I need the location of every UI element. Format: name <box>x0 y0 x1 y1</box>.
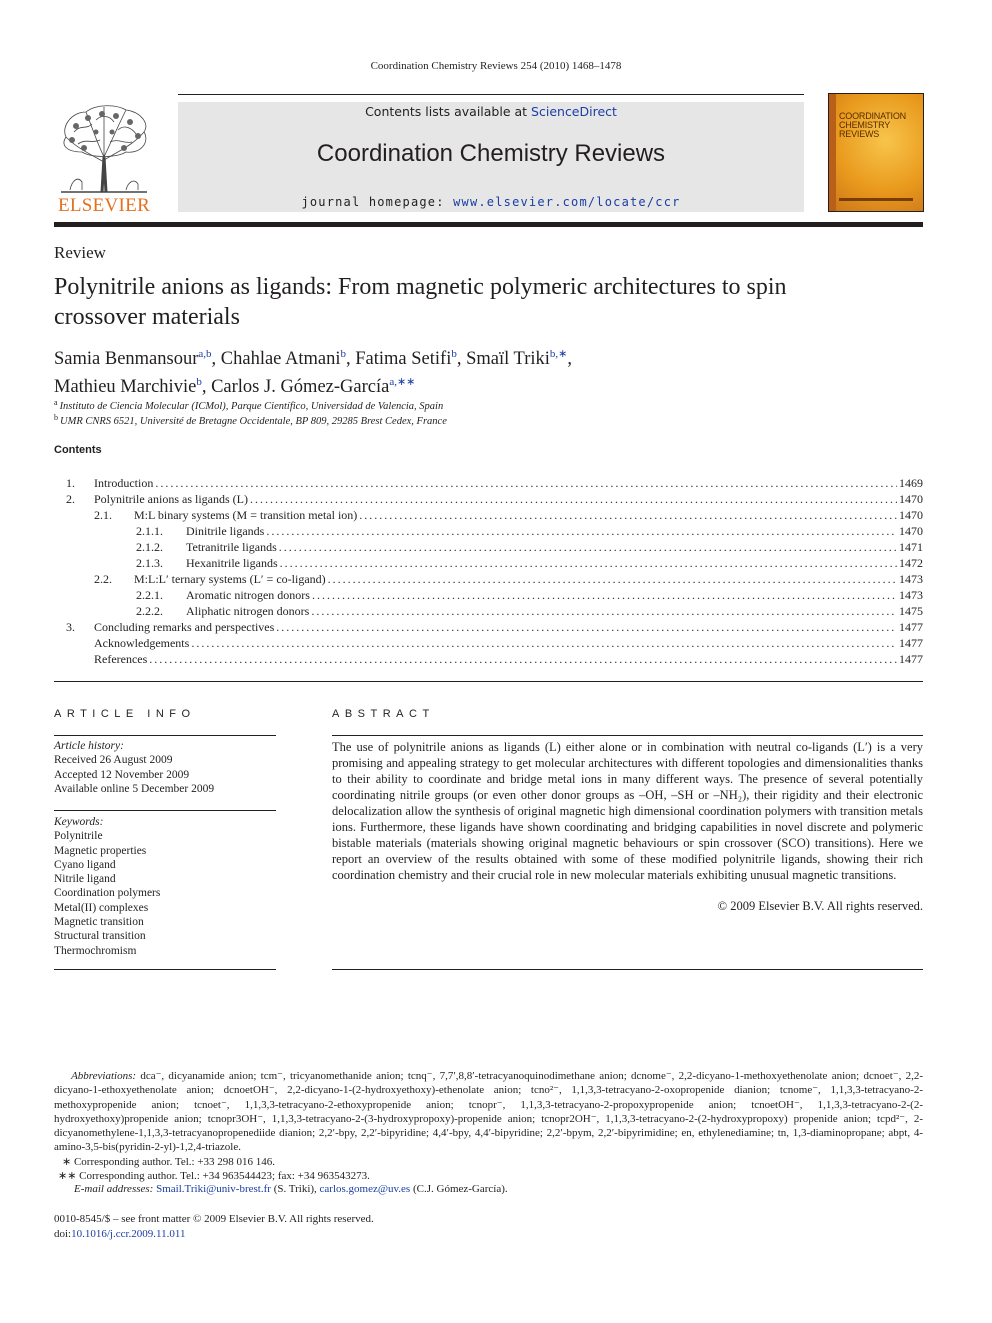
affiliation-mark: b <box>54 413 58 422</box>
abbreviations-label: Abbreviations: <box>71 1070 137 1082</box>
toc-entry-number: 2.1.2. <box>136 540 163 554</box>
affiliation-mark: a <box>54 398 58 407</box>
toc-leader-dots <box>328 572 897 586</box>
toc-entry-number: 2.2.2. <box>136 604 163 618</box>
affiliation-text: Instituto de Ciencia Molecular (ICMol), Parque Científico, Universidad de Valencia, Spain <box>59 401 444 412</box>
author[interactable] <box>466 349 567 369</box>
toc-entry-label: Introduction <box>94 476 154 490</box>
toc-entry-page: 1477 <box>899 652 923 666</box>
keywords-label: Keywords: <box>54 816 104 828</box>
sciencedirect-link[interactable]: ScienceDirect <box>531 104 617 119</box>
toc-entry-label: M:L binary systems (M = transition metal ion) <box>134 508 358 522</box>
toc-entry-label: Acknowledgements <box>94 636 190 650</box>
toc-leader-dots <box>276 620 897 634</box>
homepage-label: journal homepage: <box>301 195 454 209</box>
toc-leader-dots <box>280 556 897 570</box>
toc-entry-page: 1472 <box>899 556 923 570</box>
keyword: Polynitrile <box>54 830 103 843</box>
author-affiliation-mark[interactable]: b <box>451 348 457 360</box>
toc-entry[interactable] <box>54 604 923 620</box>
toc-entry-page: 1470 <box>899 508 923 522</box>
author[interactable] <box>211 377 415 397</box>
toc-entry-label: Hexanitrile ligands <box>186 556 278 570</box>
toc-leader-dots <box>359 508 897 522</box>
keyword: Thermochromism <box>54 944 137 957</box>
email-addresses <box>74 1183 508 1195</box>
abbreviations-text: dca⁻, dicyanamide anion; tcm⁻, tricyanomethanide anion; tcnq⁻, 7,7′,8,8′-tetracyanoquinodimethane anion; dcnome⁻, 2,2-dicyano-1-methoxyethenolate anion; dcnoet⁻, 2,2-dicyano-1-ethoxyethenolate anion; dcnoetOH⁻, 2,2-dicyano-1-(2-hydroxyethoxy)-ethenolate anion; tcno²⁻, 1,1,3,3-tetracyano-2-oxopropenide dianion; tcnome⁻, 1,1,3,3-tetracyano-2-methoxypropenide anion; tcnoet⁻, 1,1,3,3-tetracyano-2-ethoxypropenide anion; tcnopr⁻, 1,1,3,3-tetracyano-2-propoxypropenide anion; tcnoetOH⁻, 1,1,3,3-tetracyano-2-(2-hydroxyethoxy)propenide anion; tcnopr3OH⁻, 1,1,3,3-tetracyano-2-(3-hydroxypropoxy)-propenide anion; tcnopr2OH⁻, 1,1,3,3-tetracyano-2-(2-hydroxypropoxy) propenide anion; tcpd²⁻, 2-dicyanomethylene-1,1,3,3-tetracyanopropenediide dianion; 2,2′-bpy, 2,2′-bipyridine; 4,4′-bpy, 4,4′-bipyridine; 2,2′-bpym, 2,2′-bipyrimidine; en, ethylenediamine; tn, 1,3-diaminopropane; abpt, 4-amino-3,5-bis(pyridin-2-yl)-1,2,4-triazole. <box>54 1070 924 1154</box>
elsevier-logo[interactable] <box>54 102 154 214</box>
elsevier-tree-icon <box>56 102 152 194</box>
journal-homepage-link[interactable]: www.elsevier.com/locate/ccr <box>453 195 681 209</box>
toc-entry-label: Polynitrile anions as ligands (L) <box>94 492 248 506</box>
author-separator: , <box>567 349 572 369</box>
author-affiliation-mark[interactable]: a,∗∗ <box>389 376 416 388</box>
author-name: Carlos J. Gómez-García <box>211 377 390 397</box>
email-label: E-mail addresses: <box>74 1183 154 1195</box>
history-online: Available online 5 December 2009 <box>54 782 215 795</box>
toc-entry-number: 2.1.3. <box>136 556 163 570</box>
toc-entry-page: 1470 <box>899 492 923 506</box>
author-name: Smaïl Triki <box>466 349 550 369</box>
keyword: Metal(II) complexes <box>54 901 149 914</box>
cover-band <box>829 94 836 212</box>
author-name: Chahlae Atmani <box>220 349 341 369</box>
history-rule <box>54 810 276 811</box>
author[interactable] <box>54 349 212 369</box>
author-name: Fatima Setifi <box>355 349 452 369</box>
toc-entry-label: M:L:L′ ternary systems (L′ = co-ligand) <box>134 572 326 586</box>
author-affiliation-mark[interactable]: b,∗ <box>549 348 568 360</box>
author-separator: , <box>346 349 356 369</box>
keyword: Cyano ligand <box>54 858 116 871</box>
toc-entry-page: 1473 <box>899 572 923 586</box>
article-info-rule <box>54 735 276 736</box>
toc-entry-label: References <box>94 652 148 666</box>
toc-leader-dots <box>191 636 897 650</box>
keyword: Magnetic properties <box>54 844 147 857</box>
abbreviations-footnote <box>54 1069 923 1155</box>
contents-heading: Contents <box>54 444 102 456</box>
author[interactable] <box>54 377 202 397</box>
toc-entry[interactable] <box>54 492 923 508</box>
email-owner: (S. Triki), <box>270 1183 320 1195</box>
toc-entry[interactable] <box>54 588 923 604</box>
toc-entry-number: 2.2. <box>94 572 112 586</box>
abstract-text: The use of polynitrile anions as ligands (L) either alone or in combination with neutral co-ligands (L′) is a very promising and appealing strategy to get molecular architectures with different topologies and dimensionalities thanks to their ability to coordinate and bridge metal ions in many different ways. The presence of several potentially coordinating nitrile groups (or even other donor groups as –OH, –SH or –NH₂), their rigidity and their electronic delocalization allow the synthesis of original magnetic high dimensional coordination polymers with transition metals ions. Furthermore, these ligands have shown coordinating and bridging capabilities in novel discrete and polymeric bistable materials (materials showing original magnetic behaviours or spin crossover (SCO) transitions). Here we report an overview of the results obtained with some of these modified polynitrile ligands, showing their rich coordination chemistry and their crucial role in new molecular materials exhibiting unusual magnetic transitions. <box>332 740 923 882</box>
journal-homepage <box>178 195 804 209</box>
keywords-rule <box>54 969 276 970</box>
toc-entry-number: 2.1.1. <box>136 524 163 538</box>
keyword: Nitrile ligand <box>54 873 116 886</box>
abstract-heading: ABSTRACT <box>332 708 435 720</box>
toc-entry-number: 1. <box>66 476 75 490</box>
toc-entry-number: 2.2.1. <box>136 588 163 602</box>
author-separator: , <box>456 349 467 369</box>
author-separator: , <box>201 377 212 397</box>
toc-entry[interactable] <box>54 556 923 572</box>
toc-entry-page: 1475 <box>899 604 923 618</box>
toc-entry-page: 1473 <box>899 588 923 602</box>
affiliation-a <box>54 398 443 412</box>
front-matter <box>54 1212 374 1242</box>
toc-entry[interactable] <box>54 652 923 668</box>
abstract-copyright: © 2009 Elsevier B.V. All rights reserved. <box>717 899 923 913</box>
toc-leader-dots <box>250 492 897 506</box>
article-history-label: Article history: <box>54 740 124 752</box>
header-divider <box>54 222 923 227</box>
toc-entry-page: 1477 <box>899 636 923 650</box>
toc-entry-page: 1469 <box>899 476 923 490</box>
toc-leader-dots <box>155 476 897 490</box>
article-info-heading: ARTICLE INFO <box>54 708 196 720</box>
issn-line: 0010-8545/$ – see front matter © 2009 Elsevier B.V. All rights reserved. <box>54 1213 374 1225</box>
email-link-triki[interactable]: Smail.Triki@univ-brest.fr <box>156 1183 271 1195</box>
toc-entry[interactable] <box>54 476 923 492</box>
toc-entry[interactable] <box>54 572 923 588</box>
toc-leader-dots <box>312 588 897 602</box>
keywords <box>54 815 276 958</box>
keyword: Structural transition <box>54 930 146 943</box>
email-link-gomez[interactable]: carlos.gomez@uv.es <box>319 1183 411 1195</box>
running-head: Coordination Chemistry Reviews 254 (2010) 1468–1478 <box>370 60 622 72</box>
abstract-rule-bottom <box>332 969 923 970</box>
article-history <box>54 739 276 796</box>
author-name: Mathieu Marchivie <box>54 377 197 397</box>
toc-entry-page: 1470 <box>899 524 923 538</box>
toc-entry-page: 1471 <box>899 540 923 554</box>
cover-footer-bar <box>839 198 913 201</box>
history-received: Received 26 August 2009 <box>54 754 173 767</box>
author-list <box>54 343 854 399</box>
author-affiliation-mark[interactable]: a,b <box>198 348 212 360</box>
doi-prefix: doi: <box>54 1228 72 1240</box>
author-name: Samia Benmansour <box>54 349 199 369</box>
doi-link[interactable]: 10.1016/j.ccr.2009.11.011 <box>71 1228 186 1240</box>
cover-title: COORDINATION CHEMISTRY REVIEWS <box>839 111 906 139</box>
elsevier-wordmark: ELSEVIER <box>57 195 151 216</box>
affiliation-text: UMR CNRS 6521, Université de Bretagne Occidentale, BP 809, 29285 Brest Cedex, France <box>60 416 447 427</box>
toc-leader-dots <box>311 604 897 618</box>
toc-entry[interactable] <box>54 620 923 636</box>
toc-entry-label: Aliphatic nitrogen donors <box>186 604 310 618</box>
article-title: Polynitrile anions as ligands: From magnetic polymeric architectures to spin crossover materials <box>54 274 787 330</box>
toc-entry-label: Concluding remarks and perspectives <box>94 620 275 634</box>
author[interactable] <box>221 349 346 369</box>
contents-availability-text: Contents lists available at <box>365 104 532 119</box>
toc-entry[interactable] <box>54 524 923 540</box>
journal-masthead <box>178 102 804 212</box>
contents-availability <box>178 104 804 119</box>
toc-leader-dots <box>149 652 897 666</box>
corresponding-author-1: ∗ Corresponding author. Tel.: +33 298 016 146. <box>62 1156 276 1168</box>
masthead-top-rule <box>178 94 804 95</box>
toc-leader-dots <box>266 524 897 538</box>
toc-entry-label: Dinitrile ligands <box>186 524 265 538</box>
toc-entry[interactable] <box>54 540 923 556</box>
email-owner: (C.J. Gómez-García). <box>410 1183 508 1195</box>
toc-entry-label: Aromatic nitrogen donors <box>186 588 310 602</box>
corresponding-author-2: ∗∗ Corresponding author. Tel.: +34 963544423; fax: +34 963543273. <box>58 1170 370 1182</box>
journal-cover-thumbnail[interactable] <box>828 93 924 212</box>
toc-leader-dots <box>279 540 897 554</box>
doi-line <box>54 1227 374 1242</box>
toc-entry-number: 2.1. <box>94 508 112 522</box>
author[interactable] <box>355 349 457 369</box>
toc-entry-label: Tetranitrile ligands <box>186 540 277 554</box>
abstract-rule-top <box>332 735 923 736</box>
toc-entry-page: 1477 <box>899 620 923 634</box>
article-type: Review <box>54 243 106 262</box>
keyword: Coordination polymers <box>54 887 161 900</box>
author-affiliation-mark[interactable]: b <box>196 376 202 388</box>
author-affiliation-mark[interactable]: b <box>340 348 346 360</box>
toc-entry-number: 2. <box>66 492 75 506</box>
toc-entry[interactable] <box>54 508 923 524</box>
contents-divider <box>54 681 923 682</box>
journal-title: Coordination Chemistry Reviews <box>316 140 666 167</box>
author-separator: , <box>211 349 221 369</box>
affiliation-b <box>54 413 447 427</box>
toc-entry-number: 3. <box>66 620 75 634</box>
history-accepted: Accepted 12 November 2009 <box>54 768 190 781</box>
toc-entry[interactable] <box>54 636 923 652</box>
keyword: Magnetic transition <box>54 916 144 929</box>
